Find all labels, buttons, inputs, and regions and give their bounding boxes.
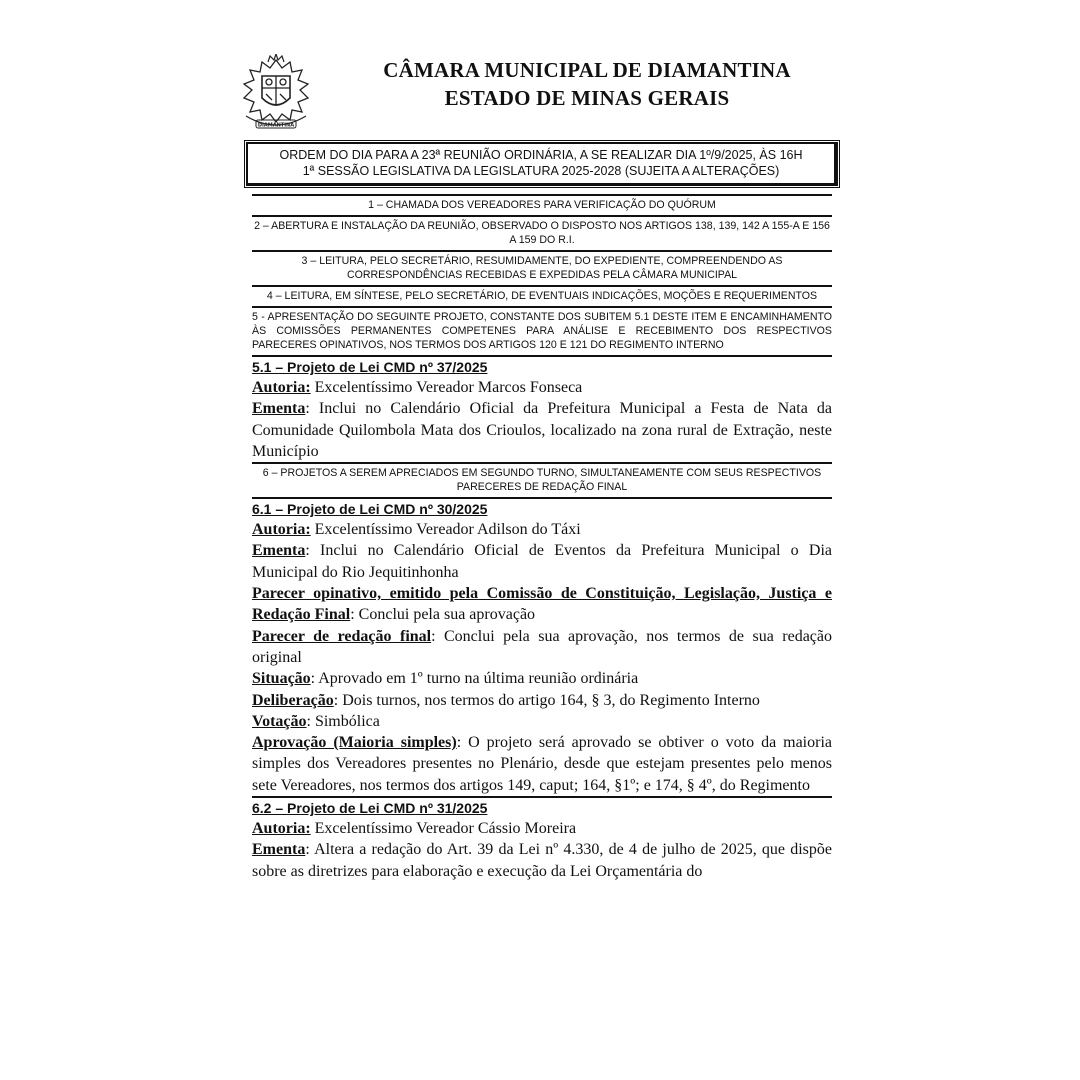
project-6-1-deliberacao xyxy=(252,690,832,711)
agenda-item-4: 4 – LEITURA, EM SÍNTESE, PELO SECRETÁRIO, DE EVENTUAIS INDICAÇÕES, MOÇÕES E REQUERIMENTOS xyxy=(252,285,832,306)
state-title: ESTADO DE MINAS GERAIS xyxy=(444,86,730,110)
project-5-1-title xyxy=(252,355,832,377)
autoria-value: Excelentíssimo Vereador Marcos Fonseca xyxy=(310,379,583,396)
parecer-opinativo-label: Parecer opinativo, emitido pela Comissão de Constituição, Legislação, Justiça e Redação Final xyxy=(252,585,832,624)
project-6-1-parecer-redacao-final xyxy=(252,626,832,669)
project-6-2-title xyxy=(252,796,832,818)
project-6-1-title-text: 6.1 – Projeto de Lei CMD nº 30/2025 xyxy=(252,501,488,518)
project-6-1-ementa xyxy=(252,540,832,583)
parecer-opinativo-value: : Conclui pela sua aprovação xyxy=(350,606,536,624)
project-5-1-title-text: 5.1 – Projeto de Lei CMD nº 37/2025 xyxy=(252,359,488,375)
project-6-1-title xyxy=(252,497,832,519)
autoria-value: Excelentíssimo Vereador Cássio Moreira xyxy=(310,820,577,838)
project-6-2-title-text: 6.2 – Projeto de Lei CMD nº 31/2025 xyxy=(252,800,488,817)
autoria-label: Autoria: xyxy=(252,521,311,539)
project-5-1-autoria xyxy=(252,377,832,398)
situacao-value: : Aprovado em 1º turno na última reunião ordinária xyxy=(310,670,639,688)
parecer-redacao-final-value: : Conclui pela sua aprovação, nos termos de sua redação original xyxy=(252,627,832,666)
document-page xyxy=(252,50,832,882)
project-6-1-aprovacao xyxy=(252,732,832,796)
aprovacao-value: : O projeto será aprovado se obtiver o voto da maioria simples dos Vereadores presentes no Plenário, desde que estejam presentes pelo menos sete Vereadores, nos termos dos artigos 149, caput; 164, §1º; e 174, § 4º, do Regimento xyxy=(252,734,832,794)
autoria-label: Autoria: xyxy=(252,820,311,838)
aprovacao-label: Aprovação (Maioria simples) xyxy=(252,734,457,752)
svg-text:DIAMANTINA: DIAMANTINA xyxy=(257,122,295,129)
votacao-value: : Simbólica xyxy=(306,712,380,730)
deliberacao-value: : Dois turnos, nos termos do artigo 164, § 3, do Regimento Interno xyxy=(333,691,760,709)
agenda xyxy=(252,194,832,882)
votacao-label: Votação xyxy=(252,712,307,730)
deliberacao-label: Deliberação xyxy=(252,691,334,709)
order-of-day-box xyxy=(246,142,838,186)
agenda-item-6: 6 – PROJETOS A SEREM APRECIADOS EM SEGUNDO TURNO, SIMULTANEAMENTE COM SEUS RESPECTIVOS PARECERES DE REDAÇÃO FINAL xyxy=(252,462,832,497)
ementa-label: Ementa xyxy=(252,400,306,418)
project-6-2-autoria xyxy=(252,818,832,839)
project-6-1-autoria xyxy=(252,519,832,540)
ementa-value: : Inclui no Calendário Oficial da Prefeitura Municipal a Festa de Nata da Comunidade Quilombola Mata dos Crioulos, localizado na zona rural de Extração, neste Município xyxy=(252,400,832,460)
project-6-1-parecer-opinativo xyxy=(252,583,832,626)
agenda-item-1: 1 – CHAMADA DOS VEREADORES PARA VERIFICAÇÃO DO QUÓRUM xyxy=(252,194,832,215)
autoria-value: Excelentíssimo Vereador Adilson do Táxi xyxy=(310,521,581,539)
project-6-1-situacao xyxy=(252,668,832,689)
project-6-1-votacao xyxy=(252,711,832,732)
municipal-coat-of-arms-icon xyxy=(238,54,314,134)
ementa-value: : Inclui no Calendário Oficial de Eventos da Prefeitura Municipal o Dia Municipal do Rio Jequitinhonha xyxy=(252,542,832,581)
ementa-label: Ementa xyxy=(252,841,306,859)
agenda-item-2: 2 – ABERTURA E INSTALAÇÃO DA REUNIÃO, OBSERVADO O DISPOSTO NOS ARTIGOS 138, 139, 142 A 155-A E 156 A 159 DO R.I. xyxy=(252,215,832,250)
order-of-day-line2: 1ª SESSÃO LEGISLATIVA DA LEGISLATURA 2025-2028 (SUJEITA A ALTERAÇÕES) xyxy=(302,164,780,178)
agenda-item-3: 3 – LEITURA, PELO SECRETÁRIO, RESUMIDAMENTE, DO EXPEDIENTE, COMPREENDENDO AS CORRESPONDÊNCIAS RECEBIDAS E EXPEDIDAS PELA CÂMARA MUNICIPAL xyxy=(252,250,832,285)
ementa-value: : Altera a redação do Art. 39 da Lei nº 4.330, de 4 de julho de 2025, que dispõe sobre as diretrizes para elaboração e execução da Lei Orçamentária do xyxy=(252,841,832,880)
order-of-day-line1: ORDEM DO DIA PARA A 23ª REUNIÃO ORDINÁRIA, A SE REALIZAR DIA 1º/9/2025, ÀS 16H xyxy=(279,148,803,162)
document-titles xyxy=(332,56,842,112)
chamber-title: CÂMARA MUNICIPAL DE DIAMANTINA xyxy=(383,58,791,82)
project-5-1-ementa xyxy=(252,398,832,462)
parecer-redacao-final-label: Parecer de redação final xyxy=(252,627,432,645)
autoria-label: Autoria: xyxy=(252,379,311,396)
agenda-item-5: 5 - APRESENTAÇÃO DO SEGUINTE PROJETO, CONSTANTE DOS SUBITEM 5.1 DESTE ITEM E ENCAMINHAMENTO ÀS COMISSÕES PERMANENTES COMPETENES PARA ANÁLISE E RECEBIMENTO DOS RESPECTIVOS PARECERES OPINATIVOS, NOS TERMOS DOS ARTIGOS 120 E 121 DO REGIMENTO INTERNO xyxy=(252,306,832,355)
ementa-label: Ementa xyxy=(252,542,306,560)
project-6-2-ementa xyxy=(252,839,832,882)
situacao-label: Situação xyxy=(252,670,311,688)
document-header xyxy=(252,50,832,142)
